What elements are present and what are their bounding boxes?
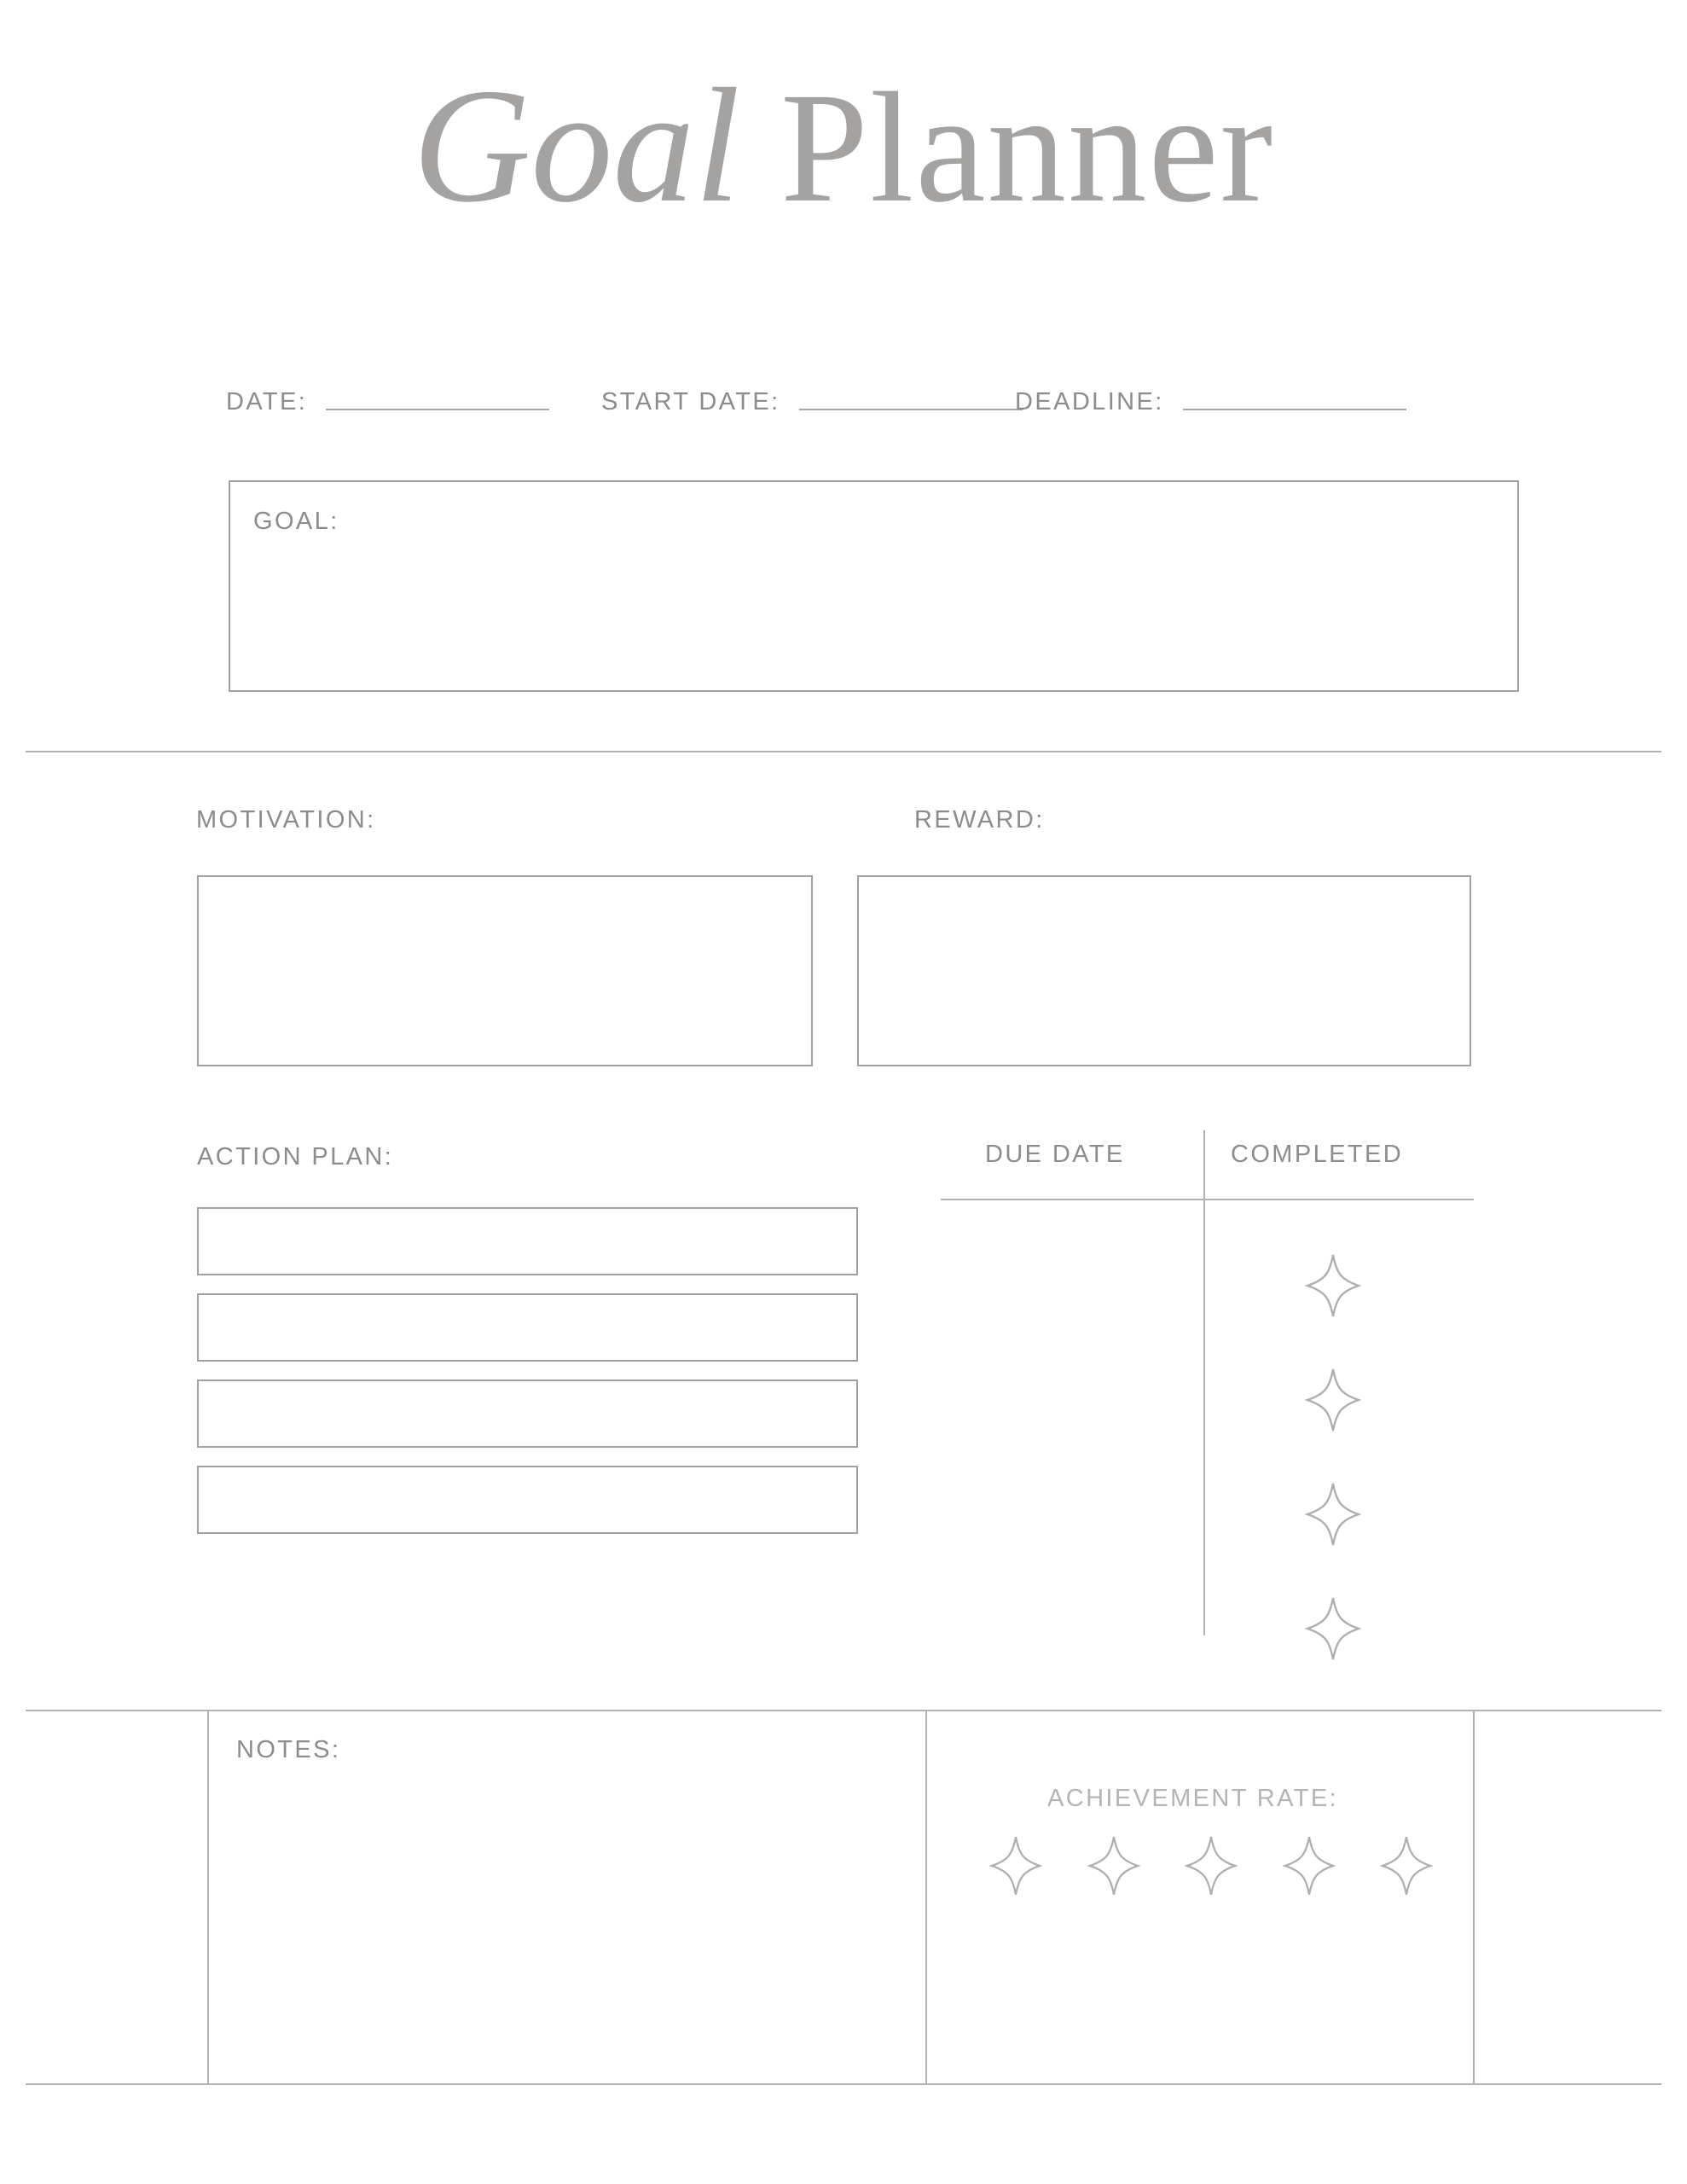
page-title-italic: Goal: [412, 55, 740, 236]
bottom-divider-1: [207, 1710, 209, 2085]
achievement-star[interactable]: [1185, 1834, 1238, 1897]
achievement-rate-label: ACHIEVEMENT RATE:: [1047, 1785, 1339, 1812]
action-plan-label: ACTION PLAN:: [197, 1143, 394, 1170]
due-date-column-header: DUE DATE: [985, 1141, 1125, 1168]
four-point-star-icon: [1305, 1367, 1361, 1433]
page-title-roman: Planner: [780, 61, 1275, 235]
action-plan-row-input[interactable]: [197, 1466, 858, 1534]
start-date-label: START DATE:: [601, 388, 780, 415]
four-point-star-icon: [989, 1834, 1042, 1897]
deadline-field[interactable]: [1015, 388, 1406, 416]
four-point-star-icon: [1283, 1834, 1336, 1897]
four-point-star-icon: [1305, 1481, 1361, 1548]
achievement-star[interactable]: [1283, 1834, 1336, 1897]
table-header-underline: [941, 1199, 1474, 1200]
completed-star-cell[interactable]: [1295, 1228, 1371, 1343]
achievement-rate-stars: [989, 1834, 1433, 1897]
date-input-line[interactable]: [326, 409, 549, 410]
motivation-label: MOTIVATION:: [196, 806, 376, 834]
table-column-divider: [1203, 1130, 1205, 1635]
completed-star-cell[interactable]: [1295, 1343, 1371, 1457]
achievement-star[interactable]: [989, 1834, 1042, 1897]
achievement-star[interactable]: [1087, 1834, 1140, 1897]
completed-column-header: COMPLETED: [1231, 1141, 1404, 1168]
action-plan-row-input[interactable]: [197, 1380, 858, 1448]
action-plan-row-input[interactable]: [197, 1207, 858, 1275]
action-plan-row-input[interactable]: [197, 1293, 858, 1362]
bottom-divider-2: [925, 1710, 927, 2085]
four-point-star-icon: [1305, 1252, 1361, 1319]
start-date-input-line[interactable]: [799, 409, 1023, 410]
reward-label: REWARD:: [914, 806, 1045, 834]
four-point-star-icon: [1185, 1834, 1238, 1897]
bottom-divider-3: [1473, 1710, 1475, 2085]
goal-label: GOAL:: [253, 508, 339, 535]
start-date-field[interactable]: [601, 388, 1023, 416]
completed-star-column: [1295, 1228, 1371, 1686]
bottom-border: [26, 2083, 1661, 2085]
deadline-label: DEADLINE:: [1015, 388, 1164, 415]
four-point-star-icon: [1305, 1595, 1361, 1662]
action-plan-rows: [197, 1207, 858, 1552]
page-title: [0, 55, 1687, 236]
four-point-star-icon: [1380, 1834, 1433, 1897]
notes-label: NOTES:: [236, 1736, 341, 1763]
deadline-input-line[interactable]: [1183, 409, 1406, 410]
motivation-input-box[interactable]: [197, 875, 813, 1066]
four-point-star-icon: [1087, 1834, 1140, 1897]
completed-star-cell[interactable]: [1295, 1571, 1371, 1686]
reward-input-box[interactable]: [857, 875, 1471, 1066]
section-divider-top: [26, 751, 1661, 752]
date-label: DATE:: [226, 388, 308, 415]
achievement-star[interactable]: [1380, 1834, 1433, 1897]
header-fields: [226, 388, 1522, 431]
goal-input-box[interactable]: [229, 480, 1519, 692]
date-field[interactable]: [226, 388, 549, 416]
completed-star-cell[interactable]: [1295, 1457, 1371, 1571]
bottom-section: [26, 1710, 1661, 2085]
